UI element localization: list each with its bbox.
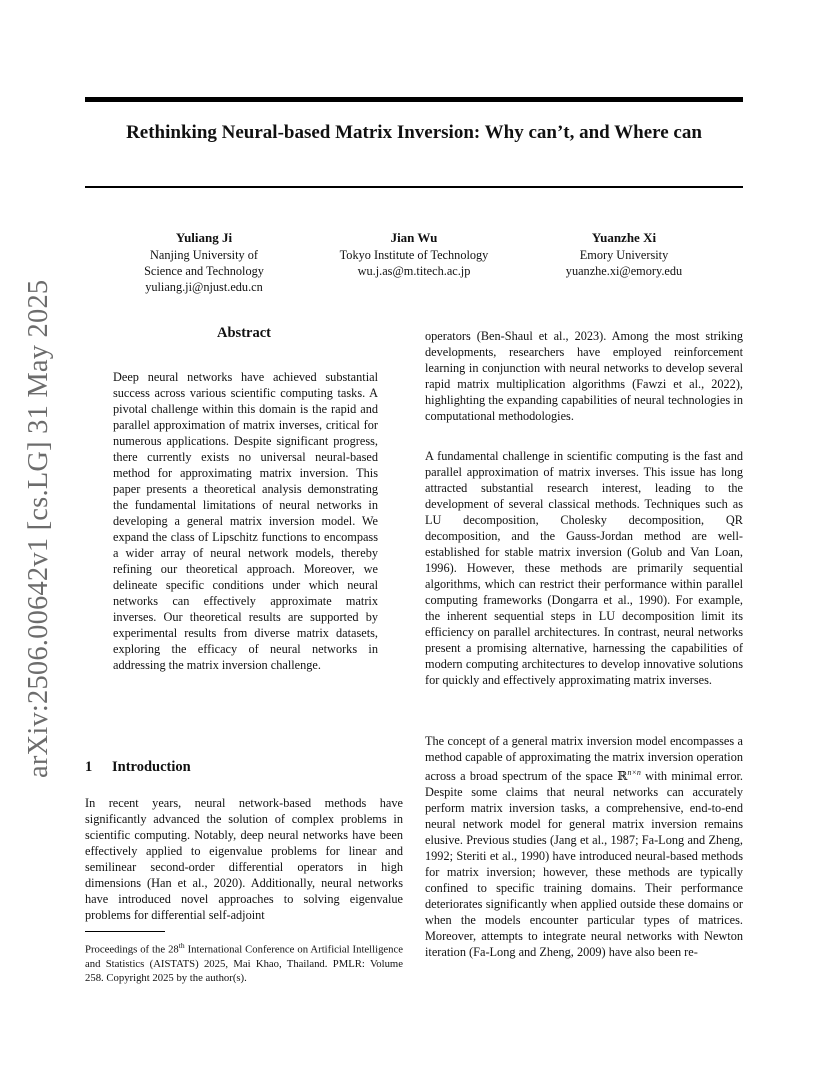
math-superscript: n×n xyxy=(627,768,641,777)
body-paragraph: operators (Ben-Shaul et al., 2023). Among the most striking developments, researchers have employed reinforcement learning in conjunction with neural networks to develop several rapid matrix multiplication algorithms (Fawzi et al., 2022), highlighting the expanding capabilities of neural technologies in computational methodologies. xyxy=(425,329,743,423)
footnote xyxy=(85,939,403,985)
author-email: wu.j.as@m.titech.ac.jp xyxy=(357,264,471,278)
author-affiliation: Nanjing University of xyxy=(150,248,258,262)
title-bottom-rule xyxy=(85,186,743,188)
paragraph-text: with minimal error. Despite some claims that neural networks can accurately perform matrix inversion tasks, a comprehensive, end-to-end neural network model for general matrix inversion remains elusive. Previous studies (Jang et al., 1987; Fa-Long and Zheng, 1992; Steriti et al., 1990) have introduced neural-based methods for matrix inversion; however, these methods are typically confined to specific training domains. Their performance deteriorates significantly when applied outside these domains or when the models encounter particular types of matrices. Moreover, attempts to integrate neural networks with Newton iteration (Fa-Long and Zheng, 2009) have also been re- xyxy=(425,769,743,960)
body-paragraph: A fundamental challenge in scientific computing is the fast and parallel approximation of matrix inverses. This issue has long attracted substantial research interest, leading to the development of several classical methods. Techniques such as LU decomposition, Cholesky decomposition, QR decomposition, and the Gauss-Jordan method are well-established for stable matrix inversion (Golub and Van Loan, 1996). However, these methods are primarily sequential algorithms, which can restrict their performance within parallel computing frameworks (Dongarra et al., 1990). For example, the inherent sequential steps in LU decomposition limit its efficiency on parallel architectures. In contrast, neural networks present a promising alternative, harnessing the capabilities of modern computing architectures to develop innovative solutions for quickly and effectively approximating matrix inverses. xyxy=(425,449,743,687)
title-top-rule xyxy=(85,97,743,102)
author-affiliation: Emory University xyxy=(579,248,669,262)
author-email: yuanzhe.xi@emory.edu xyxy=(565,264,683,278)
abstract-text: Deep neural networks have achieved substantial success across various scientific computing tasks. A pivotal challenge within this domain is the rapid and parallel approximation of matrix inverses, critical for numerous applications. Despite significant progress, there currently exists no universal neural-based method for approximating matrix inversion. This paper presents a theoretical analysis demonstrating the fundamental limitations of neural networks in developing a general matrix inversion model. We expand the class of Lipschitz functions to encompass a wider array of neural network models, thereby refining our theoretical approach. Moreover, we delineate specific conditions under which neural networks can effectively approximate matrix inverses. Our theoretical results are supported by experimental results from diverse matrix datasets, exploring the efficacy of neural networks in addressing the matrix inversion challenge. xyxy=(113,370,378,672)
author-email: yuliang.ji@njust.edu.cn xyxy=(145,280,263,294)
intro-paragraph: In recent years, neural network-based methods have significantly advanced the solution of complex problems in scientific computing. Notably, deep neural networks have been effectively applied to eigenvalue problems for linear and semilinear second-order differential operators in high dimensions (Han et al., 2020). Additionally, neural networks have introduced novel approaches to solving eigenvalue problems for differential self-adjoint xyxy=(85,796,403,922)
author-name: Yuliang Ji xyxy=(175,230,233,245)
footnote-superscript: th xyxy=(178,941,185,950)
author-block-2 xyxy=(310,230,518,279)
math-real-space: ℝ xyxy=(617,769,628,784)
author-block-3 xyxy=(540,230,708,279)
paper-title: Rethinking Neural-based Matrix Inversion: Why can’t, and Where can xyxy=(126,122,702,143)
author-name: Jian Wu xyxy=(390,230,438,245)
body-paragraph xyxy=(425,733,743,960)
footnote-text: Proceedings of the 28 xyxy=(85,943,179,956)
footnote-rule xyxy=(85,931,165,932)
author-affiliation: Science and Technology xyxy=(144,264,264,278)
arxiv-identifier-stamp: arXiv:2506.00642v1 [cs.LG] 31 May 2025 xyxy=(23,279,54,778)
author-name: Yuanzhe Xi xyxy=(591,230,657,245)
abstract-heading: Abstract xyxy=(217,325,271,341)
author-affiliation: Tokyo Institute of Technology xyxy=(339,248,489,262)
section-number: 1 xyxy=(85,759,93,775)
author-block-1 xyxy=(120,230,288,295)
footnote-text: International Conference on Artificial Intelligence and Statistics (AISTATS) 2025, Mai Khao, Thailand. PMLR: Volume 258. Copyright 2025 by the author(s). xyxy=(85,943,403,984)
section-heading-introduction xyxy=(85,759,191,776)
paragraph-text: The concept of a general matrix inversion model encompasses a method capable of approximating the matrix inversion operation across a broad spectrum of the space xyxy=(425,734,743,784)
section-title: Introduction xyxy=(112,759,191,775)
